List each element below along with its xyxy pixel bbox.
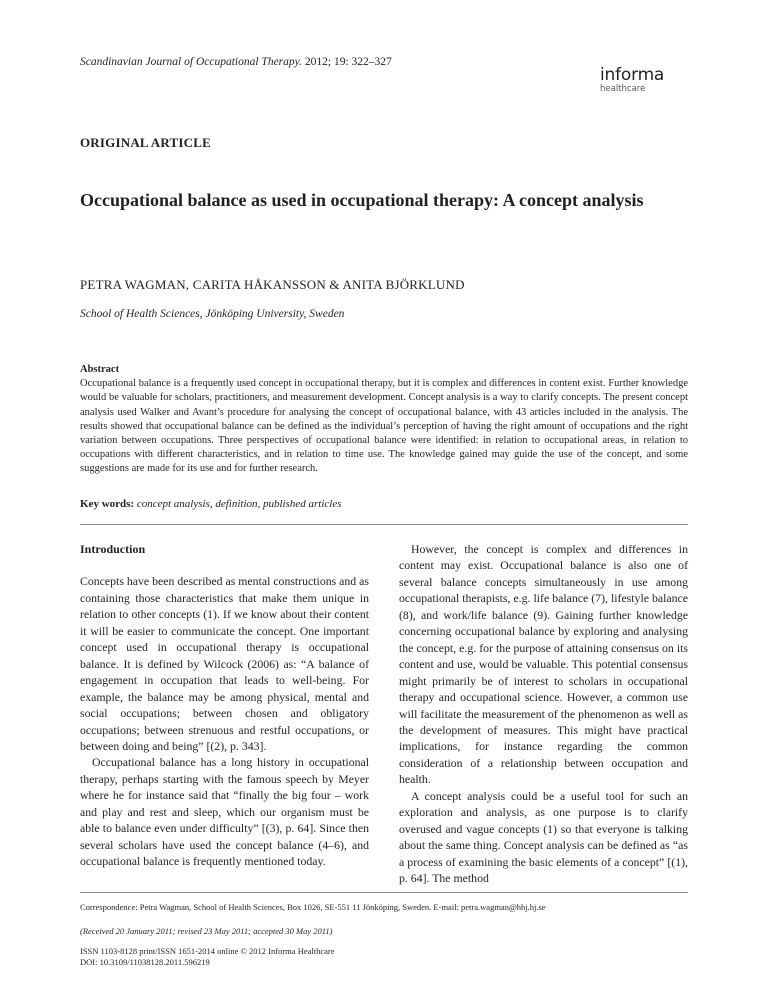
publisher-subname: healthcare <box>600 84 646 94</box>
correspondence-note: Correspondence: Petra Wagman, School of Health Sciences, Box 1026, SE-551 11 Jönköping, Sweden. E-mail: petra.wagman@hhj.hj.se <box>80 902 546 912</box>
body-column-left <box>80 541 369 870</box>
abstract-text: Occupational balance is a frequently used concept in occupational therapy, but it is complex and differences in content exist. Further knowledge would be valuable for scholars, practitioners, and measurement development. Concept analysis is a way to clarify concepts. The present concept analysis used Walker and Avant’s procedure for analysing the concept of occupational balance, with 43 articles included in the analysis. The results showed that occupational balance can be defined as the individual’s perception of having the right amount of occupations and the right variation between occupations. Three perspectives of occupational balance were identified: in relation to occupational areas, in relation to occupations with different characteristics, and in relation to time use. The knowledge gained may guide the use of the concept, and some suggestions are made for its use and for further research. <box>80 378 688 475</box>
body-paragraph: A concept analysis could be a useful tool for such an exploration and analysis, as one purpose is to clarify overused and vague concepts (1) so that everyone is talking about the same thing. Concept analysis can be defined as “as a process of examining the basic elements of a concept” [(1), p. 64]. The method <box>399 788 688 886</box>
body-paragraph: Concepts have been described as mental constructions and as containing those characteristics that make them unique in relation to other concepts (1). If we know about their content it will be easier to communicate the concept. One important concept used in occupational therapy is occupational balance. It is defined by Wilcock (2006) as: “A balance of engagement in occupation that leads to well-being. For example, the balance may be among physical, mental and social occupations; between chosen and obligatory occupations; between strenuous and restful occupations, or between doing and being” [(2), p. 343]. <box>80 574 369 753</box>
journal-name: Scandinavian Journal of Occupational Therapy. <box>80 56 302 68</box>
article-type: ORIGINAL ARTICLE <box>80 135 211 150</box>
abstract-heading: Abstract <box>80 364 120 375</box>
issn-line: ISSN 1103-8128 print/ISSN 1651-2014 online © 2012 Informa Healthcare <box>80 946 335 956</box>
doi-line: DOI: 10.3109/11038128.2011.596219 <box>80 957 210 967</box>
footer-divider <box>80 892 688 893</box>
keywords-label: Key words: <box>80 498 135 510</box>
article-authors: PETRA WAGMAN, CARITA HÅKANSSON & ANITA BJÖRKLUND <box>80 277 465 292</box>
abstract <box>80 363 688 477</box>
body-paragraph: Occupational balance has a long history in occupational therapy, perhaps starting with the famous speech by Meyer where he for instance said that “finally the big four – work and play and rest and sleep, which our organism must be able to balance even under difficulty” [(3), p. 64]. Since then several scholars have used the concept balance (4–6), and occupational balance is frequently mentioned today. <box>80 755 369 869</box>
publisher-name: informa <box>600 65 665 85</box>
received-dates: (Received 20 January 2011; revised 23 May 2011; accepted 30 May 2011) <box>80 926 333 936</box>
body-column-right <box>399 541 688 887</box>
introduction-heading: Introduction <box>80 542 146 556</box>
keywords <box>80 498 342 510</box>
body-paragraph: However, the concept is complex and differences in content may exist. Occupational balance is also one of several balance concepts simultaneously in use among occupational therapists, e.g. life balance (7), lifestyle balance (8), and work/life balance (9). Gaining further knowledge concerning occupational balance by exploring and analysing the concept, e.g. for the purpose of attaining consensus on its content and use, would be valuable. This potential consensus might primarily be of interest to scholars in occupational therapy and occupational science. However, a common use will facilitate the measurement of the phenomenon as well as the development of measures. This might have practical implications, for instance regarding the common consideration of a relationship between occupation and health. <box>399 542 688 787</box>
author-affiliation: School of Health Sciences, Jönköping University, Sweden <box>80 308 345 320</box>
article-title: Occupational balance as used in occupational therapy: A concept analysis <box>80 190 644 210</box>
citation-details: 2012; 19: 322–327 <box>302 56 392 68</box>
keywords-divider <box>80 524 688 525</box>
keywords-terms: concept analysis, definition, published articles <box>134 498 342 510</box>
journal-citation <box>80 56 392 68</box>
publisher-logo <box>600 66 664 94</box>
